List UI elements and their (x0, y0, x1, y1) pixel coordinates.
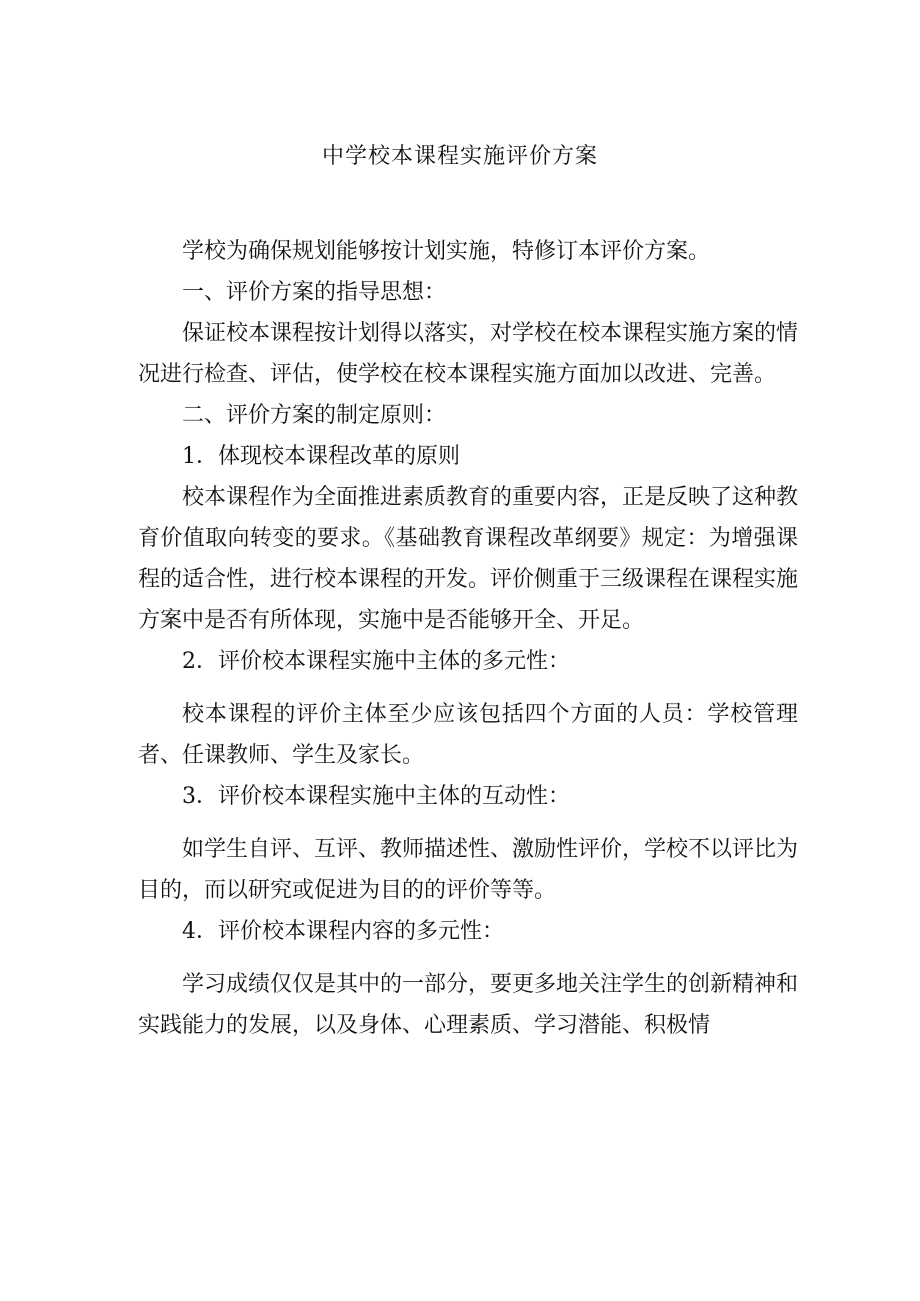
principle-4-heading: 4．评价校本课程内容的多元性： (182, 919, 504, 944)
principle-2-paragraph: 校本课程的评价主体至少应该包括四个方面的人员：学校管理者、任课教师、学生及家长。 (138, 702, 798, 768)
principle-1-heading: 1．体现校本课程改革的原则 (182, 444, 460, 469)
section-heading-2: 二、评价方案的制定原则： (182, 403, 447, 428)
document-title: 中学校本课程实施评价方案 (321, 144, 598, 169)
principle-3-paragraph: 如学生自评、互评、教师描述性、激励性评价，学校不以评比为目的，而以研究或促进为目的的评价等等。 (138, 837, 799, 903)
principle-1-paragraph: 校本课程作为全面推进素质教育的重要内容，正是反映了这种教育价值取向转变的要求。《基础教育课程改革纲要》规定：为增强课程的适合性，进行校本课程的开发。评价侧重于三级课程在课程实施方案中是否有所体现，实施中是否能够开全、开足。 (138, 485, 799, 633)
intro-paragraph: 学校为确保规划能够按计划实施，特修订本评价方案。 (182, 239, 711, 264)
principle-2-heading: 2．评价校本课程实施中主体的多元性： (182, 649, 570, 674)
document-body (138, 231, 798, 1046)
principle-4-paragraph: 学习成绩仅仅是其中的一部分，要更多地关注学生的创新精神和实践能力的发展，以及身体、心理素质、学习潜能、积极情 (138, 972, 799, 1038)
section-heading-1: 一、评价方案的指导思想： (182, 280, 447, 305)
principle-3-heading: 3．评价校本课程实施中主体的互动性： (182, 784, 570, 809)
paragraph-guiding-thought: 保证校本课程按计划得以落实，对学校在校本课程实施方案的情况进行检查、评估，使学校在校本课程实施方面加以改进、完善。 (138, 321, 799, 387)
